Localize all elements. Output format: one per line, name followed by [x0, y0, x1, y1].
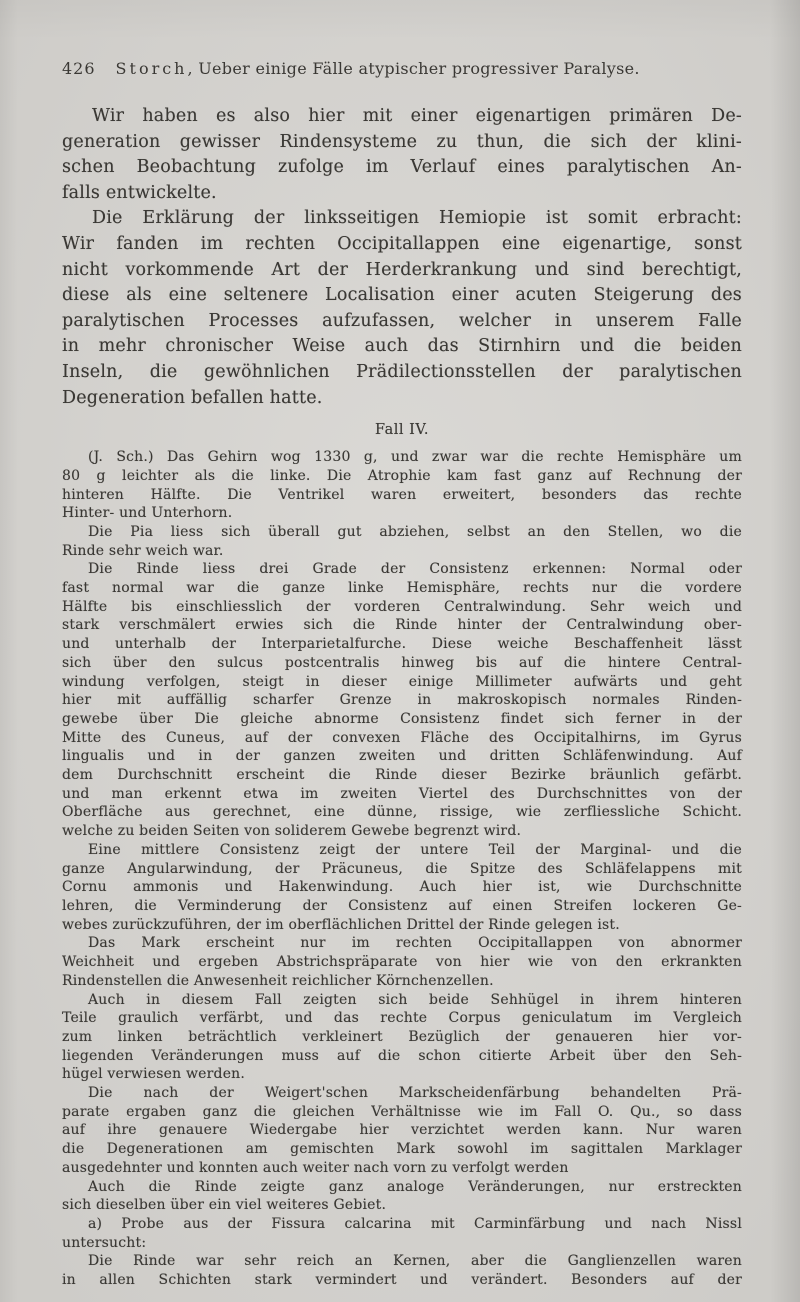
text-line: in allen Schichten stark vermindert und verändert. Besonders auf der: [62, 1272, 742, 1289]
paragraph: [62, 1252, 742, 1289]
paragraph: [62, 1178, 742, 1215]
text-line: schen Beobachtung zufolge im Verlauf eines paralytischen An-: [62, 157, 742, 178]
text-line: Rinde sehr weich war.: [62, 542, 224, 559]
text-line: welche zu beiden Seiten von soliderem Gewebe begrenzt wird.: [62, 823, 522, 840]
text-line: Die Rinde liess drei Grade der Consistenz erkennen: Normal oder: [88, 561, 742, 578]
text-line: lehren, die Verminderung der Consistenz auf einen Streifen lockeren Ge-: [62, 898, 742, 914]
text-line: Cornu ammonis und Hakenwindung. Auch hier ist, wie Durchschnitte: [62, 879, 742, 896]
text-line: hinteren Hälfte. Die Ventrikel waren erweitert, besonders das rechte: [62, 486, 742, 503]
text-line: stark verschmälert erwies sich die Rinde hinter der Centralwindung ober-: [62, 617, 742, 634]
text-line: falls entwickelte.: [62, 182, 217, 203]
text-line: a) Probe aus der Fissura calcarina mit Carminfärbung und nach Nissl: [88, 1215, 742, 1232]
text-line: Degeneration befallen hatte.: [62, 387, 323, 408]
text-line: Weichheit und ergeben Abstrichspräparate von hier wie von den erkrankten: [62, 954, 742, 971]
text-line: gewebe über Die gleiche abnorme Consistenz findet sich ferner in der: [62, 710, 742, 727]
text-line: Teile graulich verfärbt, und das rechte Corpus geniculatum im Vergleich: [62, 1010, 742, 1027]
text-line: nicht vorkommende Art der Herderkrankung und sind berechtigt,: [62, 259, 742, 280]
text-line: ausgedehnter und konnten auch weiter nach vorn zu verfolgt werden: [62, 1159, 569, 1176]
page-header: [62, 58, 742, 80]
text-line: hügel verwiesen werden.: [62, 1066, 246, 1083]
text-line: die Degenerationen am gemischten Mark sowohl im sagittalen Marklager: [62, 1141, 742, 1158]
page-body: [62, 104, 742, 1290]
text-line: und man erkennt etwa im zweiten Viertel des Durchschnittes von der: [62, 785, 742, 802]
paragraph: [62, 448, 742, 523]
text-line: und unterhalb der Interparietalfurche. Diese weiche Beschaffenheit lässt: [62, 636, 742, 653]
paragraph: [62, 206, 742, 411]
text-line: Die Pia liess sich überall gut abziehen, selbst an den Stellen, wo die: [88, 523, 742, 540]
text-line: Rindenstellen die Anwesenheit reichlicher Körnchenzellen.: [62, 972, 494, 989]
text-line: Hinter- und Unterhorn.: [62, 505, 233, 522]
text-line: fast normal war die ganze linke Hemisphäre, rechts nur die vordere: [62, 580, 742, 597]
running-title-author: Storch: [115, 59, 188, 78]
paragraph: [62, 934, 742, 990]
text-line: generation gewisser Rindensysteme zu thun, die sich der klini-: [62, 131, 742, 152]
text-line: Die Erklärung der linksseitigen Hemiopie ist somit erbracht:: [92, 208, 742, 229]
text-line: windung verfolgen, steigt in dieser einige Millimeter aufwärts und geht: [62, 673, 742, 690]
text-line: parate ergaben ganz die gleichen Verhältnisse wie im Fall O. Qu., so dass: [62, 1103, 742, 1120]
text-line: sich dieselben über ein viel weiteres Gebiet.: [62, 1197, 387, 1214]
paragraph: [62, 1215, 742, 1252]
text-line: Inseln, die gewöhnlichen Prädilectionsstellen der paralytischen: [62, 361, 742, 382]
paragraph: [62, 991, 742, 1085]
text-line: 80 g leichter als die linke. Die Atrophie kam fast ganz auf Rechnung der: [62, 467, 742, 484]
paragraph: [62, 841, 742, 935]
text-line: Die Rinde war sehr reich an Kernen, aber die Ganglienzellen waren: [88, 1253, 742, 1270]
paragraph: [62, 523, 742, 560]
text-line: zum linken beträchtlich verkleinert Bezüglich der genaueren hier vor-: [62, 1028, 742, 1045]
text-line: diese als eine seltenere Localisation einer acuten Steigerung des: [62, 285, 742, 306]
text-line: Auch in diesem Fall zeigten sich beide Sehhügel in ihrem hinteren: [88, 991, 742, 1008]
text-line: Hälfte bis einschliesslich der vorderen Centralwindung. Sehr weich und: [62, 598, 742, 615]
text-line: untersucht:: [62, 1234, 147, 1251]
text-line: (J. Sch.) Das Gehirn wog 1330 g, und zwar war die rechte Hemisphäre um: [88, 449, 742, 466]
text-line: Das Mark erscheint nur im rechten Occipitallappen von abnormer: [88, 935, 742, 952]
text-line: paralytischen Processes aufzufassen, welcher in unserem Falle: [62, 310, 742, 331]
text-line: Mitte des Cuneus, auf der convexen Fläche des Occipitalhirns, im Gyrus: [62, 729, 742, 746]
section-heading: Fall IV.: [375, 422, 429, 439]
text-line: Oberfläche aus gerechnet, eine dünne, rissige, wie zerfliessliche Schicht.: [62, 804, 742, 821]
text-line: sich über den sulcus postcentralis hinweg bis auf die hintere Central-: [62, 654, 742, 671]
text-line: Eine mittlere Consistenz zeigt der untere Teil der Marginal- und die: [88, 841, 742, 858]
paragraph: [62, 104, 742, 206]
text-line: Auch die Rinde zeigte ganz analoge Veränderungen, nur erstreckten: [88, 1178, 742, 1195]
text-line: hier mit auffällig scharfer Grenze in makroskopisch normales Rinden-: [62, 692, 742, 709]
text-line: liegenden Veränderungen muss auf die schon citierte Arbeit über den Seh-: [62, 1047, 742, 1064]
page-number: 426: [62, 59, 96, 78]
running-title: , Ueber einige Fälle atypischer progressiver Paralyse.: [187, 59, 640, 78]
text-line: Die nach der Weigert'schen Markscheidenfärbung behandelten Prä-: [88, 1085, 742, 1102]
text-line: lingualis und in der ganzen zweiten und dritten Schläfenwindung. Auf: [62, 748, 742, 765]
text-line: webes zurückzuführen, der im oberflächlichen Drittel der Rinde gelegen ist.: [62, 916, 620, 933]
text-line: dem Durchschnitt erscheint die Rinde dieser Bezirke bräunlich gefärbt.: [62, 767, 742, 784]
paragraph: [62, 1084, 742, 1178]
text-line: Wir fanden im rechten Occipitallappen eine eigenartige, sonst: [62, 233, 742, 254]
text-line: in mehr chronischer Weise auch das Stirnhirn und die beiden: [62, 336, 742, 357]
text-line: Wir haben es also hier mit einer eigenartigen primären De-: [92, 106, 742, 126]
paragraph: [62, 560, 742, 841]
text-line: auf ihre genauere Wiedergabe hier verzichtet werden kann. Nur waren: [62, 1122, 742, 1139]
text-line: ganze Angularwindung, der Präcuneus, die Spitze des Schläfelappens mit: [62, 860, 742, 877]
